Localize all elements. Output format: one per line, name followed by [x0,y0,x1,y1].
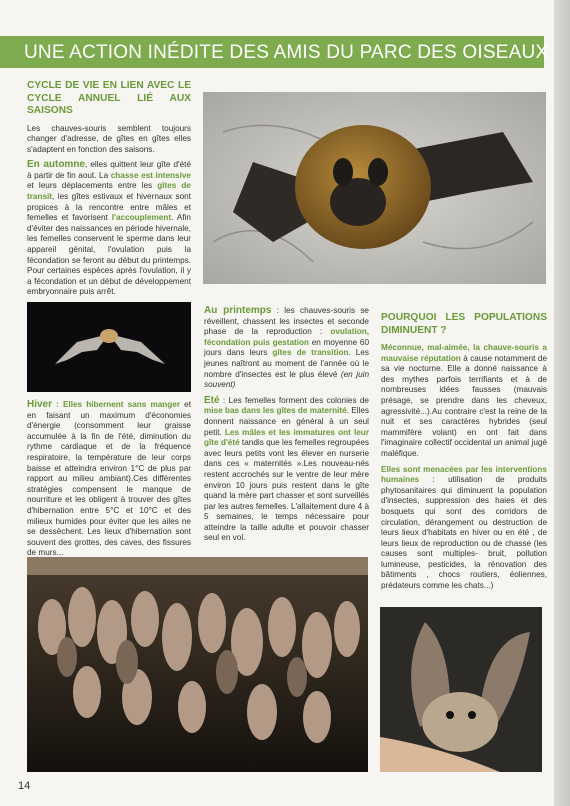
page-edge [554,0,570,806]
page-number: 14 [18,780,31,792]
summer-lead: Eté [204,394,220,406]
autumn-lead: En automne [27,159,85,171]
left-heading: CYCLE DE VIE EN LIEN AVEC LE CYCLE ANNUEL LIÉ AUX SAISONS [27,80,191,116]
autumn-paragraph: En automne, elles quittent leur gîte d'été à partir de fin aout. La chasse est intensive et leurs déplacements entre les gîtes de transit, les gîtes estivaux et hivernaux sont propices à la rencontre entre mâles et femelles et favorisent l'accouplement. Afin d'éviter des naissances en période hivernale, les femelles conservent le sperme dans leur appareil génital, l'ovulation puis la fécondation se feront au début du printemps. Pour certaines espèces après l'ovulation, il y a fécondation et un début de développement embryonnaire puis arrêt. [27,159,191,297]
long-eared-bat-image [380,607,542,772]
summer-paragraph: Eté : Les femelles forment des colonies de mise bas dans les gîtes de maternité. Elles donnent naissance en général à un seul petit. Les mâles et les immatures ont leur gîte d'été tandis que les femelles regroupées avec leurs petits vont les élever en nurserie dans ces « maternités ».Les nouveau-nés restent accrochés sur le ventre de leur mère environ 10 jours puis restent dans le gîte quand la mère part chasser et sont surveillés par les autres femelles. L'allaitement dure 4 à 5 semaines, le temps nécessaire pour atteindre la taille adulte et pouvoir chasser seul en vol. [204,394,370,543]
spring-paragraph: Au printemps : les chauves-souris se réveillent, chassent les insectes et seconde phase de la reproduction : ovulation, fécondation puis gestation en moyenne 60 jours dans leurs gîtes de transition. Les jeunes naîtront au moment de l'année où le nombre d'insectes est le plus élevé (en juin souvent) [204,305,370,390]
left-column [27,80,191,303]
photo-bat-on-rock [203,92,546,284]
right-column [381,312,547,597]
right-heading: POURQUOI LES POPULATIONS DIMINUENT ? [381,312,547,336]
bat-flight-image [27,302,191,392]
bat-colony-image [27,557,368,772]
photo-long-eared-bat [380,607,542,772]
bat-on-rock-image [203,92,546,284]
photo-bat-colony [27,557,368,772]
winter-lead: Hiver [27,399,53,410]
page-title: UNE ACTION INÉDITE DES AMIS DU PARC DES OISEAUX [24,42,549,63]
winter-paragraph: Hiver : Elles hibernent sans manger et en faisant un maximum d'économies d'énergie (consomment leur graisse accumulée à la fin de l'été, diminution du rythme cardiaque et de la fréquence respiratoire, la température de leur corps baisse et atteindra environ 1°C de plus par rapport au milieu ambiant).Ces différentes stratégies compensent le manque de nourriture et les obligent à trouver des gîtes d'hibernation entre 5°C et 10°C et des milieux humides pour éviter que les ailes ne se dessèchent. Les lieux d'hibernation sont souvent des grottes, des caves, des fissures de murs... [27,399,191,558]
middle-column [204,306,369,549]
winter-column [27,400,191,564]
reputation-paragraph: Méconnue, mal-aimée, la chauve-souris a mauvaise réputation à cause notamment de sa vie nocturne. Elle a donné naissance à des mythes parfois terrifiants et à de nombreuses idées fausses (mauvais présage, se prendre dans les cheveux, agressivité...).Au contraire c'est la reine de la nuit et ses caractères hybrides (seul mammifère volant) en ont fait dans l'imaginaire collectif occidental un animal jugé maléfique. [381,343,547,458]
title-banner [0,36,549,68]
photo-bat-in-flight [27,302,191,392]
spring-lead: Au printemps [204,305,272,316]
intro-paragraph: Les chauves-souris semblent toujours changer d'adresse, de gîtes en gîtes elles s'adaptent en fonction des saisons. [27,123,191,154]
threats-paragraph: Elles sont menacées par les interventions humaines : utilisation de produits phytosanitaires qui diminuent la population d'insectes, suppression des haies et des bosquets qui sont des corridors de circulation, dérangement ou destruction de leurs lieux d'habitats en hiver ou en été , de leurs lieux de reproduction ou de chasse (les causes sont multiples- bruit, pollution lumineuse, pesticides, la rénovation des bâtiments , chocs routiers, éoliennes, prédateurs comme les chats...) [381,464,547,591]
